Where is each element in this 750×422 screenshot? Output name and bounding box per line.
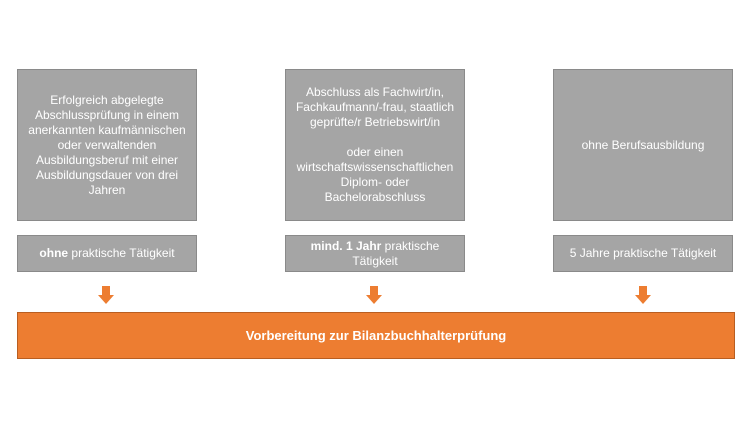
requirement-box-2 (285, 69, 465, 221)
experience-bold-2: mind. 1 Jahr (310, 238, 382, 253)
requirement-box-3 (553, 69, 733, 221)
experience-rest-2: praktische Tätigkeit (352, 238, 440, 268)
down-arrow-icon (98, 286, 114, 304)
target-banner (17, 312, 735, 359)
experience-box-3 (553, 235, 733, 272)
requirement-text-1: Erfolgreich abgelegte Abschlussprüfung in einem anerkannten kaufmännischen oder verwaltenden Ausbildungsberuf mit einer Ausbildungsdauer von drei Jahren (28, 92, 186, 197)
experience-bold-1: ohne (39, 246, 69, 260)
experience-rest-1: praktische Tätigkeit (68, 246, 175, 260)
target-label: Vorbereitung zur Bilanzbuchhalterprüfung (245, 328, 507, 343)
experience-box-2 (285, 235, 465, 272)
down-arrow-icon (366, 286, 382, 304)
requirement-text-2b: oder einen wirtschaftswissenschaftlichen Diplom- oder Bachelorabschluss (296, 145, 454, 204)
requirement-box-1 (17, 69, 197, 221)
requirement-text-3: ohne Berufsausbildung (581, 137, 705, 152)
experience-rest-3: 5 Jahre praktische Tätigkeit (569, 246, 717, 260)
experience-box-1 (17, 235, 197, 272)
requirement-text-2a: Abschluss als Fachwirt/in, Fachkaufmann/-frau, staatlich geprüfte/r Betriebswirt/in (295, 85, 455, 129)
down-arrow-icon (635, 286, 651, 304)
